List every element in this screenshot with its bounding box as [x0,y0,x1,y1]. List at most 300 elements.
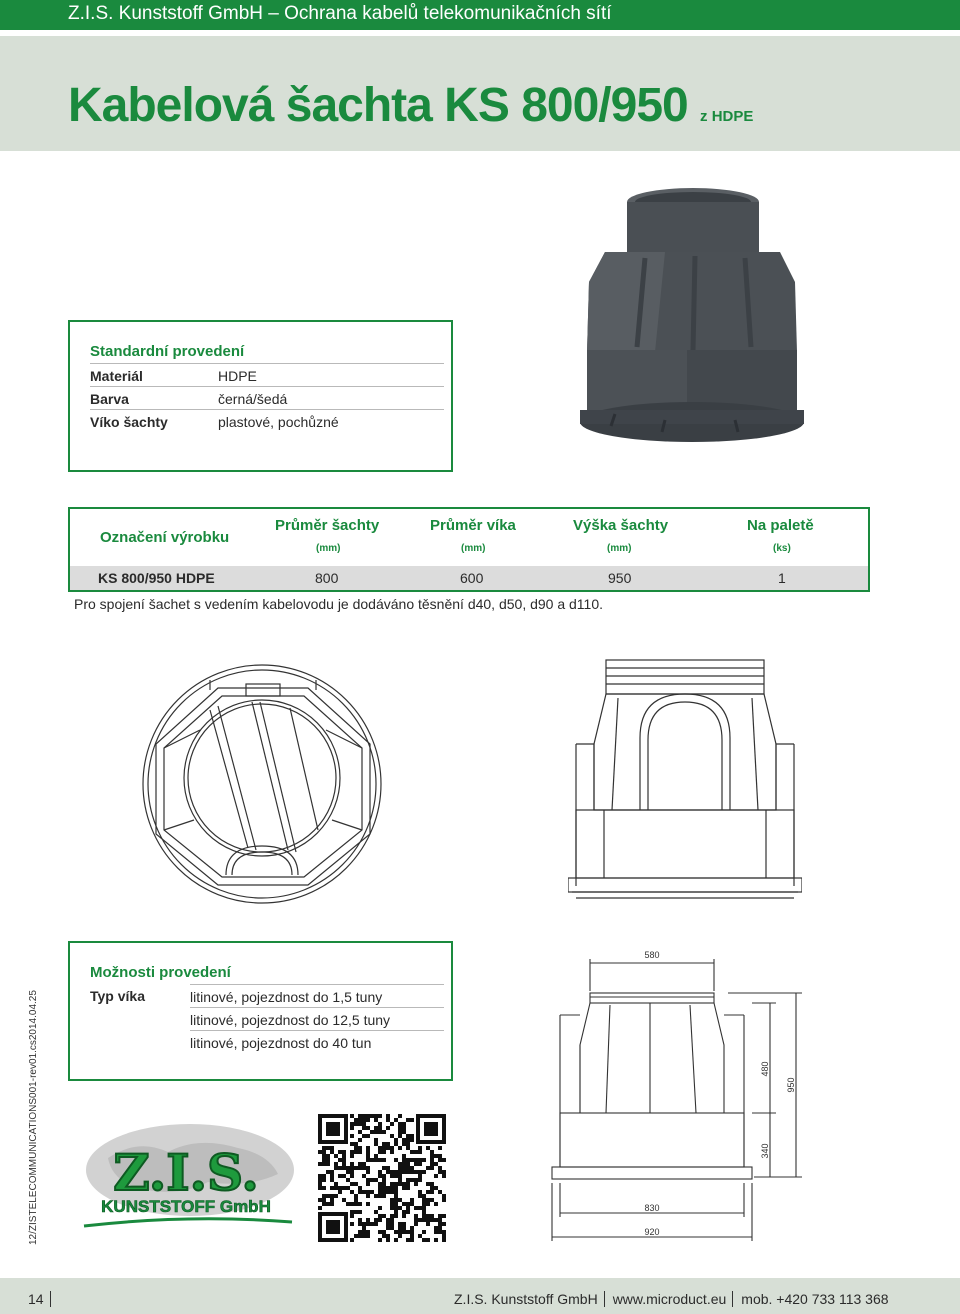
qr-module [442,1170,446,1174]
qr-module [422,1198,426,1202]
qr-module [350,1222,354,1226]
qr-module [362,1114,366,1118]
qr-module [370,1130,374,1134]
qr-module [438,1166,442,1170]
qr-module [438,1146,442,1150]
qr-module [386,1118,390,1122]
qr-module [354,1122,358,1126]
qr-module [350,1166,354,1170]
qr-module [362,1126,366,1130]
qr-module [378,1194,382,1198]
qr-module [358,1230,362,1234]
qr-module [438,1214,442,1218]
options-box [68,941,453,1081]
qr-module [382,1130,386,1134]
qr-module [398,1166,402,1170]
qr-module [390,1206,394,1210]
qr-module [414,1222,418,1226]
cell-lid-diameter: 600 [460,570,484,586]
qr-module [366,1182,370,1186]
qr-module [398,1182,402,1186]
lid-type-label: Typ víka [90,988,145,1004]
top-view-drawing [140,660,385,910]
qr-module [422,1206,426,1210]
qr-module [398,1162,402,1166]
qr-module [402,1126,406,1130]
qr-module [382,1166,386,1170]
qr-module [350,1170,354,1174]
qr-module [354,1194,358,1198]
qr-module [410,1226,414,1230]
qr-module [410,1118,414,1122]
qr-module [366,1234,370,1238]
qr-module [398,1234,402,1238]
qr-module [374,1118,378,1122]
qr-module [358,1162,362,1166]
qr-module [386,1226,390,1230]
qr-module [322,1158,326,1162]
qr-module [350,1238,354,1242]
qr-module [406,1186,410,1190]
qr-module [438,1222,442,1226]
qr-module [362,1190,366,1194]
qr-module [426,1222,430,1226]
qr-module [438,1190,442,1194]
qr-module [442,1222,446,1226]
qr-module [394,1170,398,1174]
qr-module [414,1178,418,1182]
qr-module [350,1162,354,1166]
qr-module [322,1174,326,1178]
qr-module [406,1158,410,1162]
qr-module [382,1230,386,1234]
qr-module [426,1146,430,1150]
qr-module [394,1214,398,1218]
header-bar-text: Z.I.S. Kunststoff GmbH – Ochrana kabelů telekomunikačních sítí [68,3,612,24]
qr-module [410,1150,414,1154]
qr-module [322,1186,326,1190]
qr-module [334,1194,338,1198]
qr-module [318,1186,322,1190]
qr-module [346,1178,350,1182]
qr-module [322,1146,326,1150]
qr-module [326,1146,330,1150]
qr-module [410,1198,414,1202]
dim-base-inner: 830 [644,1203,660,1213]
qr-module [370,1178,374,1182]
footer-contact [454,1291,889,1307]
qr-module [358,1122,362,1126]
qr-module [378,1150,382,1154]
qr-module [402,1186,406,1190]
qr-module [378,1158,382,1162]
qr-module [390,1182,394,1186]
qr-module [418,1170,422,1174]
qr-module [418,1174,422,1178]
qr-module [406,1170,410,1174]
qr-module [374,1210,378,1214]
qr-module [358,1150,362,1154]
qr-module [366,1194,370,1198]
dim-height-total: 950 [786,1077,796,1093]
col-shaft-height: Výška šachty [573,517,669,534]
qr-module [390,1202,394,1206]
qr-module [390,1146,394,1150]
qr-module [394,1186,398,1190]
qr-module [386,1166,390,1170]
qr-module [358,1234,362,1238]
qr-module [402,1142,406,1146]
qr-module [422,1214,426,1218]
col-lid-diameter-unit: (mm) [461,543,486,554]
qr-module [374,1138,378,1142]
cell-shaft-height: 950 [608,570,632,586]
qr-module [386,1222,390,1226]
qr-module [402,1154,406,1158]
col-designation: Označení výrobku [100,529,230,546]
qr-module [326,1202,330,1206]
qr-module [418,1190,422,1194]
qr-module [406,1134,410,1138]
qr-module [442,1158,446,1162]
qr-module [414,1150,418,1154]
qr-module [442,1214,446,1218]
qr-module [330,1146,334,1150]
qr-module [322,1154,326,1158]
qr-module [382,1146,386,1150]
qr-module [394,1198,398,1202]
qr-module [422,1218,426,1222]
qr-module [318,1150,322,1154]
qr-module [330,1198,334,1202]
qr-module [434,1226,438,1230]
qr-module [318,1178,322,1182]
color-value: černá/šedá [218,391,288,407]
qr-module [326,1158,330,1162]
qr-module [378,1170,382,1174]
qr-module [430,1214,434,1218]
qr-module [354,1234,358,1238]
qr-module [350,1134,354,1138]
document-code: 12/ZISTELECOMMUNICATIONS001-rev01.cs2014.04.25 [28,990,39,1245]
qr-module [358,1190,362,1194]
qr-module [426,1198,430,1202]
qr-module [350,1150,354,1154]
qr-module [434,1218,438,1222]
qr-module [378,1130,382,1134]
qr-module [350,1142,354,1146]
qr-module [366,1158,370,1162]
qr-module [402,1182,406,1186]
qr-module [366,1126,370,1130]
standard-heading: Standardní provedení [90,343,245,360]
qr-module [422,1230,426,1234]
dimension-drawing [540,945,810,1245]
qr-module [406,1178,410,1182]
qr-module [438,1158,442,1162]
qr-module [374,1194,378,1198]
qr-module [402,1130,406,1134]
qr-module [418,1146,422,1150]
qr-module [402,1202,406,1206]
qr-module [318,1162,322,1166]
qr-module [398,1122,402,1126]
standard-row [90,409,444,433]
qr-module [390,1190,394,1194]
qr-module [382,1178,386,1182]
qr-module [358,1146,362,1150]
qr-module [414,1218,418,1222]
shaft-product-image [575,182,807,460]
standard-box [68,320,453,472]
qr-module [434,1186,438,1190]
qr-module [382,1194,386,1198]
qr-module [418,1218,422,1222]
product-table [68,507,870,592]
qr-module [366,1134,370,1138]
qr-module [390,1170,394,1174]
qr-module [334,1182,338,1186]
qr-module [398,1126,402,1130]
footer-web[interactable]: www.microduct.eu [604,1291,727,1307]
qr-module [346,1170,350,1174]
cell-shaft-diameter: 800 [315,570,339,586]
qr-module [430,1154,434,1158]
options-row [190,1007,444,1031]
qr-module [406,1202,410,1206]
qr-module [374,1222,378,1226]
qr-module [334,1154,338,1158]
qr-module [410,1230,414,1234]
qr-module [382,1214,386,1218]
qr-module [358,1222,362,1226]
option-value: litinové, pojezdnost do 12,5 tuny [190,1012,391,1028]
qr-module [358,1138,362,1142]
qr-module [326,1154,330,1158]
qr-module [350,1214,354,1218]
qr-module [342,1162,346,1166]
color-label: Barva [90,391,129,407]
qr-module [362,1234,366,1238]
option-value: litinové, pojezdnost do 40 tun [190,1035,372,1051]
qr-module [354,1118,358,1122]
qr-module [394,1174,398,1178]
qr-module [330,1170,334,1174]
qr-module [382,1182,386,1186]
qr-module [406,1118,410,1122]
qr-module [422,1194,426,1198]
qr-module [430,1198,434,1202]
qr-module [438,1226,442,1230]
qr-module [434,1202,438,1206]
qr-module [402,1166,406,1170]
qr-module [430,1186,434,1190]
qr-module [374,1154,378,1158]
qr-module [366,1178,370,1182]
qr-module [386,1218,390,1222]
qr-module [406,1138,410,1142]
qr-module [326,1162,330,1166]
qr-module [390,1122,394,1126]
qr-module [406,1230,410,1234]
qr-module [338,1186,342,1190]
qr-module [426,1214,430,1218]
qr-module [410,1138,414,1142]
qr-module [398,1170,402,1174]
qr-module [418,1162,422,1166]
qr-module [378,1206,382,1210]
qr-module [362,1134,366,1138]
qr-module [414,1214,418,1218]
qr-module [406,1142,410,1146]
qr-module [422,1170,426,1174]
options-row [190,984,444,1008]
qr-module [410,1178,414,1182]
qr-module [438,1154,442,1158]
qr-module [350,1210,354,1214]
qr-module [374,1178,378,1182]
qr-module [390,1174,394,1178]
qr-module [386,1142,390,1146]
qr-module [394,1138,398,1142]
qr-module [402,1210,406,1214]
qr-module [402,1230,406,1234]
qr-module [390,1186,394,1190]
qr-module [330,1150,334,1154]
qr-module [322,1198,326,1202]
qr-module [394,1118,398,1122]
qr-module [374,1114,378,1118]
qr-module [338,1150,342,1154]
qr-module [390,1134,394,1138]
qr-module [390,1222,394,1226]
qr-module [422,1238,426,1242]
qr-module [426,1166,430,1170]
qr-module [362,1162,366,1166]
qr-module [398,1198,402,1202]
qr-module [386,1126,390,1130]
qr-module [378,1122,382,1126]
qr-module [362,1122,366,1126]
dim-top-width: 580 [644,950,660,960]
qr-module [414,1162,418,1166]
option-value: litinové, pojezdnost do 1,5 tuny [190,989,383,1005]
qr-module [442,1194,446,1198]
qr-module [402,1122,406,1126]
qr-module [402,1170,406,1174]
qr-module [330,1186,334,1190]
col-per-pallet-unit: (ks) [773,543,791,554]
qr-module [394,1194,398,1198]
qr-module [370,1190,374,1194]
qr-module [366,1154,370,1158]
qr-module [378,1126,382,1130]
qr-module [406,1238,410,1242]
qr-module [378,1186,382,1190]
lid-value: plastové, pochůzné [218,414,339,430]
qr-module [354,1142,358,1146]
qr-module [366,1166,370,1170]
qr-module [334,1186,338,1190]
qr-module [370,1222,374,1226]
qr-module [394,1238,398,1242]
dim-height-upper: 480 [760,1061,770,1077]
qr-module [354,1150,358,1154]
qr-module [410,1234,414,1238]
qr-module [430,1182,434,1186]
qr-module [418,1178,422,1182]
qr-module [342,1166,346,1170]
qr-module [342,1154,346,1158]
qr-module [350,1114,354,1118]
qr-module [402,1138,406,1142]
qr-module [342,1150,346,1154]
qr-module [378,1174,382,1178]
qr-module [334,1166,338,1170]
qr-module [386,1190,390,1194]
qr-module [426,1190,430,1194]
qr-module [378,1114,382,1118]
qr-module [322,1194,326,1198]
qr-module [394,1202,398,1206]
qr-module [338,1158,342,1162]
qr-module [434,1162,438,1166]
qr-module [374,1218,378,1222]
qr-module [354,1198,358,1202]
qr-module [346,1166,350,1170]
qr-module [402,1222,406,1226]
qr-module [414,1206,418,1210]
qr-module [394,1190,398,1194]
qr-module [382,1190,386,1194]
qr-module [390,1150,394,1154]
qr-module [394,1158,398,1162]
qr-module [422,1202,426,1206]
qr-module [338,1174,342,1178]
sealing-note: Pro spojení šachet s vedením kabelovodu je dodáváno těsnění d40, d50, d90 a d110. [74,596,604,612]
qr-module [430,1218,434,1222]
qr-module [434,1154,438,1158]
qr-module [334,1162,338,1166]
qr-module [398,1226,402,1230]
page-title [68,78,753,133]
col-lid-diameter: Průměr víka [430,517,516,534]
col-shaft-height-unit: (mm) [607,543,632,554]
qr-module [426,1202,430,1206]
logo-text-sub: KUNSTSTOFF GmbH [101,1197,271,1216]
qr-module [322,1202,326,1206]
qr-module [350,1190,354,1194]
qr-module [406,1182,410,1186]
qr-module [350,1122,354,1126]
qr-module [322,1178,326,1182]
footer-company: Z.I.S. Kunststoff GmbH [454,1291,598,1307]
footer-phone: mob. +420 733 113 368 [732,1291,888,1307]
qr-module [330,1194,334,1198]
qr-module [402,1162,406,1166]
qr-module [394,1210,398,1214]
qr-module [386,1234,390,1238]
standard-row [90,386,444,410]
qr-module [398,1174,402,1178]
qr-module [394,1142,398,1146]
qr-module [418,1234,422,1238]
options-heading: Možnosti provedení [90,964,231,981]
qr-module [386,1114,390,1118]
qr-module [358,1118,362,1122]
qr-module [398,1134,402,1138]
qr-module [430,1162,434,1166]
